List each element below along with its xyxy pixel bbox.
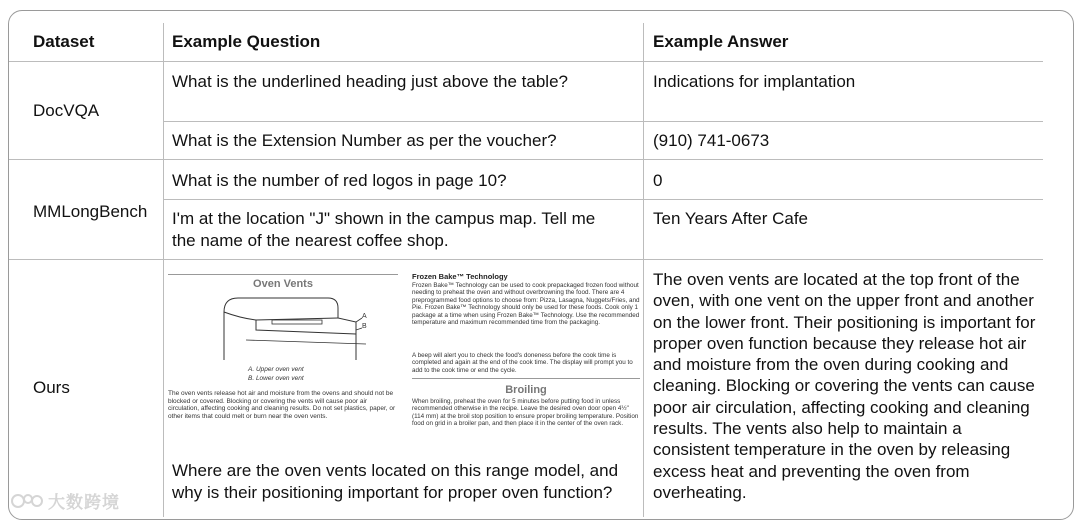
label-a: A — [362, 313, 367, 320]
mmlongbench-question-2-line-2: the name of the nearest coffee shop. — [172, 231, 449, 250]
frozen-bake-beep-body: A beep will alert you to check the food's doneness before the cook time is completed and again at the end of the cook time. The display will prompt you to add to the cook time or end the cycle. — [412, 352, 633, 374]
label-b: B — [362, 323, 367, 330]
frozen-bake-heading: Frozen Bake™ Technology — [412, 272, 508, 281]
header-divider — [9, 61, 1043, 62]
ours-question — [172, 460, 618, 504]
mmlongbench-question-1: What is the number of red logos in page 10? — [172, 171, 507, 190]
mmlongbench-answer-1: 0 — [653, 171, 663, 190]
docvqa-answer-1: Indications for implantation — [653, 72, 856, 91]
mmlongbench-divider — [9, 259, 1043, 260]
docvqa-inner-divider — [164, 121, 1043, 122]
example-manual-page — [168, 262, 642, 448]
docvqa-question-2: What is the Extension Number as per the voucher? — [172, 131, 557, 150]
docvqa-answer-2: (910) 741-0673 — [653, 131, 770, 150]
caption-lower-vent: B. Lower oven vent — [248, 375, 304, 382]
docvqa-question-1: What is the underlined heading just above the table? — [172, 72, 568, 91]
column-divider-2 — [643, 23, 644, 517]
ours-question-line-1: Where are the oven vents located on this range model, and — [172, 461, 619, 480]
broiling-title: Broiling — [505, 384, 547, 396]
header-question: Example Question — [172, 32, 321, 51]
left-title-rule — [168, 274, 398, 275]
mmlongbench-answer-2: Ten Years After Cafe — [653, 209, 808, 228]
watermark-text: 大数跨境 — [48, 493, 120, 512]
oven-vents-body: The oven vents release hot air and moisture from the ovens and should not be blocked or covered. Blocking or covering the vents will cause poor air circulation, affecting cooking and cleaning results. Do not set plastics, paper, or other items that could melt or burn near the oven vents. — [168, 390, 396, 420]
broiling-rule — [412, 378, 640, 379]
oven-illustration-icon — [216, 290, 376, 368]
ours-answer: The oven vents are located at the top front of the oven, with one vent on the upper front and another on the lower front. Their positioning is important for proper oven function because they release hot air and moisture from the oven during cooking and cleaning. Blocking or covering the vents can cause poor air circulation, affecting cooking and cleaning results. The vents also help to maintain a consistent temperature in the oven by releasing excess heat and preventing the oven from overheating. — [653, 270, 1036, 502]
docvqa-divider — [9, 159, 1043, 160]
header-answer: Example Answer — [653, 32, 789, 51]
dataset-ours: Ours — [33, 378, 70, 397]
mmlongbench-question-2-line-1: I'm at the location "J" shown in the campus map. Tell me — [172, 209, 596, 228]
mmlongbench-inner-divider — [164, 199, 1043, 200]
oven-vents-title: Oven Vents — [253, 278, 313, 290]
dataset-mmlongbench: MMLongBench — [33, 202, 148, 221]
column-divider-1 — [163, 23, 164, 517]
watermark-logo-icon — [10, 491, 44, 511]
broiling-body: When broiling, preheat the oven for 5 minutes before putting food in unless recommended otherwise in the recipe. Leave the desired oven door open 4½" (114 mm) at the broil stop position to ensure proper broiling temperature. Position food on grid in a broiler pan, and then place it in the center of the oven rack. — [412, 398, 639, 428]
caption-upper-vent: A. Upper oven vent — [248, 366, 304, 373]
ours-question-line-2: why is their positioning important for proper oven function? — [172, 483, 613, 502]
header-dataset: Dataset — [33, 32, 95, 51]
dataset-docvqa: DocVQA — [33, 101, 100, 120]
watermark — [10, 488, 120, 513]
mmlongbench-question-2 — [172, 208, 595, 252]
frozen-bake-body: Frozen Bake™ Technology can be used to cook prepackaged frozen food without needing to preheat the oven and without overbrowning the food. There are 4 preprogrammed food options to choose from: Pizza, Lasagna, Nuggets/Fries, and Pie. Frozen Bake™ Technology should only be used for these foods. Cook only 1 package at a time when using Frozen Bake™ Technology. Use the recommended temperature and maximum recommended time from the packaging. — [412, 282, 640, 327]
